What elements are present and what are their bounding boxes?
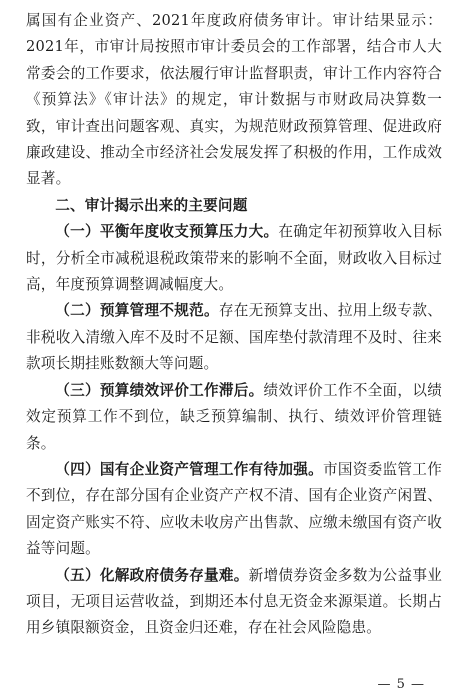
- issue-title-1: （一）平衡年度收支预算压力大。: [55, 223, 279, 241]
- issue-body-3: 绩效评价工作不全面，以绩效定预算工作不到位，缺乏预算编制、执行、绩效评价管理链条。: [26, 381, 442, 452]
- issue-paragraph-4: [26, 457, 442, 563]
- issue-title-3: （三）预算绩效评价工作滞后。: [55, 381, 264, 399]
- issue-paragraph-2: [26, 298, 442, 377]
- issue-paragraph-5: [26, 563, 442, 642]
- issue-title-5: （五）化解政府债务存量难。: [55, 566, 249, 584]
- issue-body-2: 存在无预算支出、拉用上级专款、非税收入清缴入库不及时不足额、国库垫付款清理不及时、往来款项长期挂账数额大等问题。: [26, 302, 442, 373]
- issue-title-2: （二）预算管理不规范。: [55, 302, 219, 320]
- issue-body-1: 在确定年初预算收入目标时，分析全市减税退税政策带来的影响不全面，财政收入目标过高，年度预算调整调减幅度大。: [26, 223, 442, 294]
- issue-body-5: 新增债券资金多数为公益事业项目，无项目运营收益，到期还本付息无资金来源渠道。长期占用乡镇限额资金，且资金归还难，存在社会风险隐患。: [26, 566, 442, 637]
- intro-paragraph: 属国有企业资产、2021年度政府债务审计。审计结果显示：2021年，市审计局按照市审计委员会的工作部署，结合市人大常委会的工作要求，依法履行审计监督职责，审计工作内容符合《预算法》《审计法》的规定，审计数据与市财政局决算数一致，审计查出问题客观、真实，为规范财政预算管理、促进政府廉政建设、推动全市经济社会发展发挥了积极的作用，工作成效显著。: [26, 12, 442, 188]
- page-number: — 5 —: [377, 677, 425, 692]
- issue-paragraph-3: [26, 378, 442, 457]
- section-heading: 二、审计揭示出来的主要问题: [55, 196, 248, 214]
- issue-title-4: （四）国有企业资产管理工作有待加强。: [55, 460, 324, 478]
- issue-body-4: 市国资委监管工作不到位，存在部分国有企业资产产权不清、国有企业资产闲置、固定资产账实不符、应收未收房产出售款、应缴未缴国有资产收益等问题。: [26, 460, 442, 558]
- issue-paragraph-1: [26, 219, 442, 298]
